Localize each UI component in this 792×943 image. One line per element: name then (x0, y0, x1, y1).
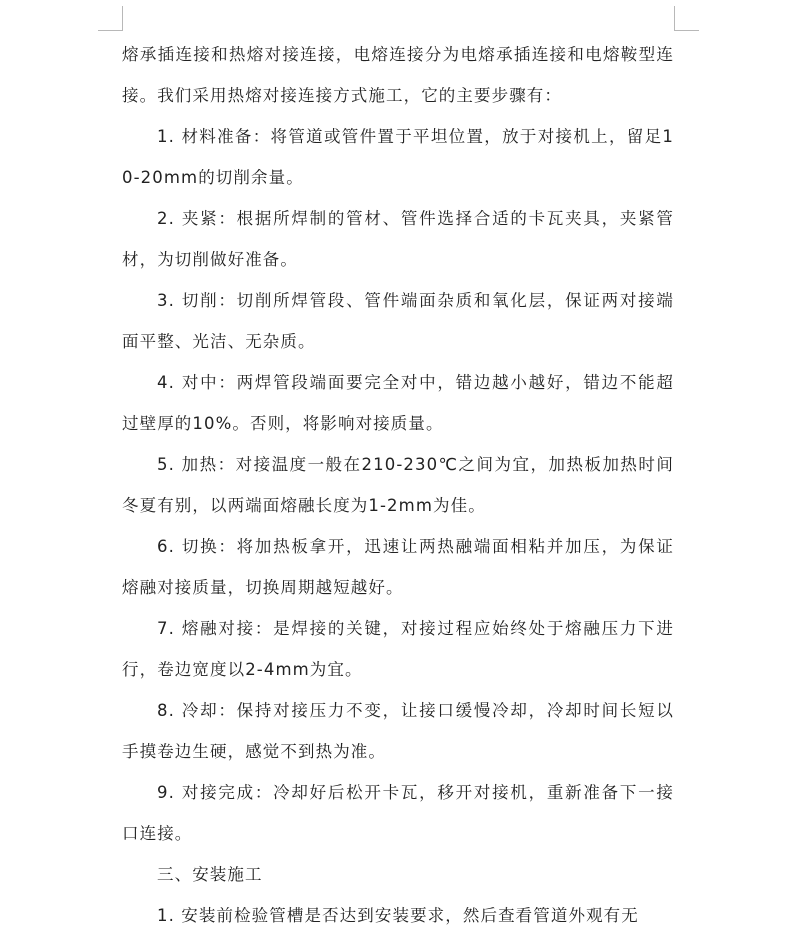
paragraph-step-6: 6. 切换：将加热板拿开，迅速让两热融端面相粘并加压，为保证熔融对接质量，切换周期越短越好。 (122, 537, 674, 597)
paragraph-step-4: 4. 对中：两焊管段端面要完全对中，错边越小越好，错边不能超过壁厚的10%。否则，将影响对接质量。 (122, 373, 674, 433)
top-right-margin-mark (674, 6, 699, 31)
document-body[interactable] (122, 34, 674, 936)
section-heading-installation: 三、安装施工 (157, 865, 263, 884)
paragraph-step-7: 7. 熔融对接：是焊接的关键，对接过程应始终处于熔融压力下进行，卷边宽度以2-4mm为宜。 (122, 619, 674, 679)
paragraph-intro: 熔承插连接和热熔对接连接，电熔连接分为电熔承插连接和电熔鞍型连接。我们采用热熔对接连接方式施工，它的主要步骤有： (122, 45, 674, 105)
paragraph-step-3: 3. 切削：切削所焊管段、管件端面杂质和氧化层，保证两对接端面平整、光洁、无杂质。 (122, 291, 674, 351)
paragraph-step-9: 9. 对接完成：冷却好后松开卡瓦，移开对接机，重新准备下一接口连接。 (122, 783, 674, 843)
paragraph-step-1: 1. 材料准备：将管道或管件置于平坦位置，放于对接机上，留足10-20mm的切削余量。 (122, 127, 674, 187)
paragraph-step-8: 8. 冷却：保持对接压力不变，让接口缓慢冷却，冷却时间长短以手摸卷边生硬，感觉不到热为准。 (122, 701, 674, 761)
paragraph-install-step-1: 1. 安装前检验管槽是否达到安装要求，然后查看管道外观有无 (157, 906, 639, 925)
paragraph-step-2: 2. 夹紧：根据所焊制的管材、管件选择合适的卡瓦夹具，夹紧管材，为切削做好准备。 (122, 209, 674, 269)
top-left-margin-mark (98, 6, 123, 31)
paragraph-step-5: 5. 加热：对接温度一般在210-230℃之间为宜，加热板加热时间冬夏有别，以两端面熔融长度为1-2mm为佳。 (122, 455, 674, 515)
